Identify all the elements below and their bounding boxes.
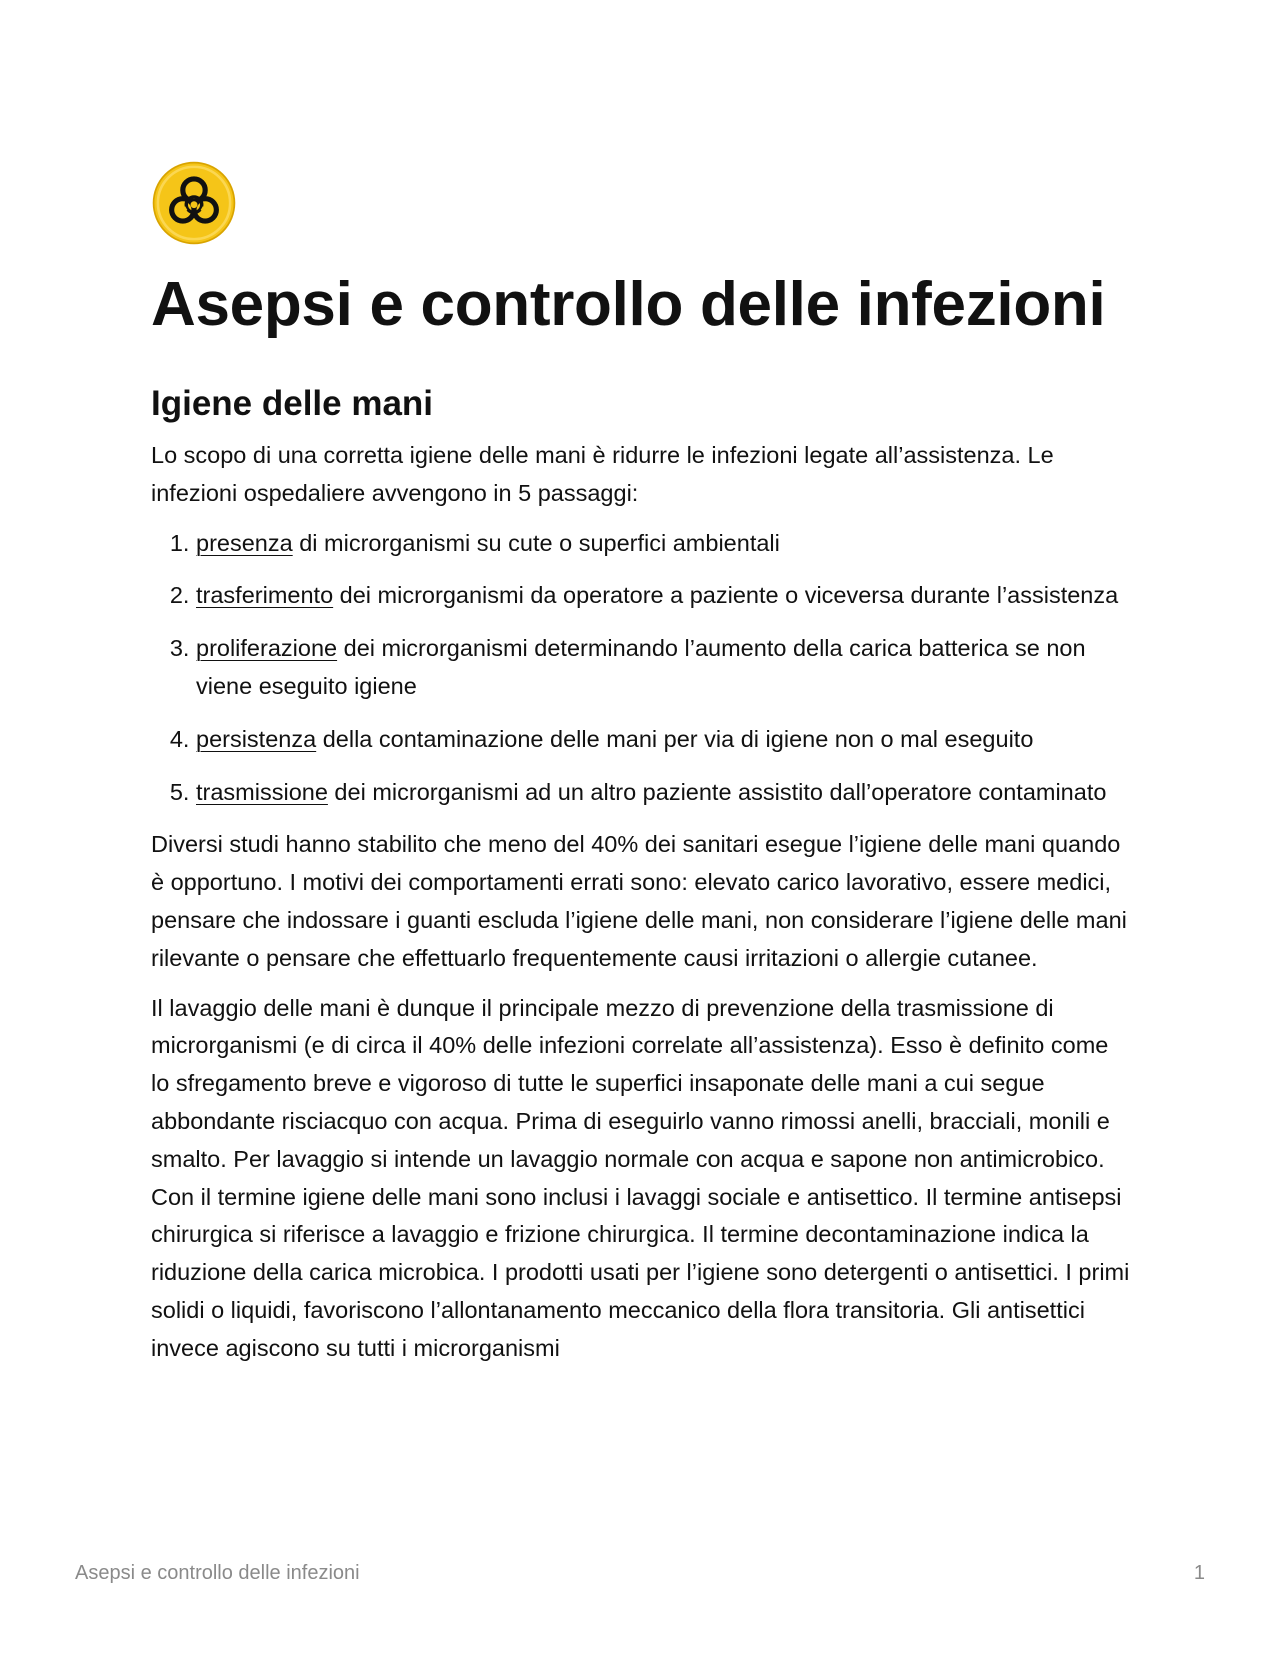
intro-paragraph: Lo scopo di una corretta igiene delle mani è ridurre le infezioni legate all’assistenza. Le infezioni ospedaliere avvengono in 5 passaggi:	[151, 442, 1054, 506]
body-paragraph: Diversi studi hanno stabilito che meno del 40% dei sanitari esegue l’igiene delle mani quando è opportuno. I motivi dei comportamenti errati sono: elevato carico lavorativo, essere medici, pensare che indossare i guanti escluda l’igiene delle mani, non considerare l’igiene delle mani rilevante o pensare che effettuarlo frequentemente causi irritazioni o allergie cutanee.	[151, 831, 1127, 971]
document-title: Asepsi e controllo delle infezioni	[151, 270, 1106, 339]
document-page	[151, 160, 1131, 1380]
list-item	[196, 630, 1131, 706]
step-text: dei microrganismi ad un altro paziente assistito dall’operatore contaminato	[327, 778, 1107, 805]
step-text: dei microrganismi da operatore a paziente o viceversa durante l’assistenza	[333, 582, 1119, 609]
biohazard-icon	[151, 160, 237, 246]
page-number: 1	[1193, 1562, 1205, 1584]
list-item	[196, 774, 1131, 812]
list-item	[196, 721, 1131, 759]
step-term: trasmissione	[196, 778, 328, 805]
step-text: di microrganismi su cute o superfici ambientali	[292, 529, 780, 556]
footer-title: Asepsi e controllo delle infezioni	[75, 1562, 360, 1584]
steps-list	[151, 525, 1131, 812]
step-text: dei microrganismi determinando l’aumento della carica batterica se non viene eseguito igiene	[196, 635, 1086, 699]
section-heading: Igiene delle mani	[151, 384, 434, 423]
body-paragraph: Il lavaggio delle mani è dunque il principale mezzo di prevenzione della trasmissione di microrganismi (e di circa il 40% delle infezioni correlate all’assistenza). Esso è definito come lo sfregamento breve e vigoroso di tutte le superfici insaponate delle mani a cui segue abbondante risciacquo con acqua. Prima di eseguirlo vanno rimossi anelli, bracciali, monili e smalto. Per lavaggio si intende un lavaggio normale con acqua e sapone non antimicrobico. Con il termine igiene delle mani sono inclusi i lavaggi sociale e antisettico. Il termine antisepsi chirurgica si riferisce a lavaggio e frizione chirurgica. Il termine decontaminazione indica la riduzione della carica microbica. I prodotti usati per l’igiene sono detergenti o antisettici. I primi solidi o liquidi, favoriscono l’allontanamento meccanico della flora transitoria. Gli antisettici invece agiscono su tutti i microrganismi	[151, 994, 1130, 1361]
step-term: trasferimento	[196, 582, 334, 609]
list-item	[196, 577, 1131, 615]
step-text: della contaminazione delle mani per via di igiene non o mal eseguito	[316, 725, 1034, 752]
list-item	[196, 525, 1131, 563]
step-term: presenza	[196, 529, 293, 556]
step-term: persistenza	[196, 725, 317, 752]
step-term: proliferazione	[196, 635, 338, 662]
